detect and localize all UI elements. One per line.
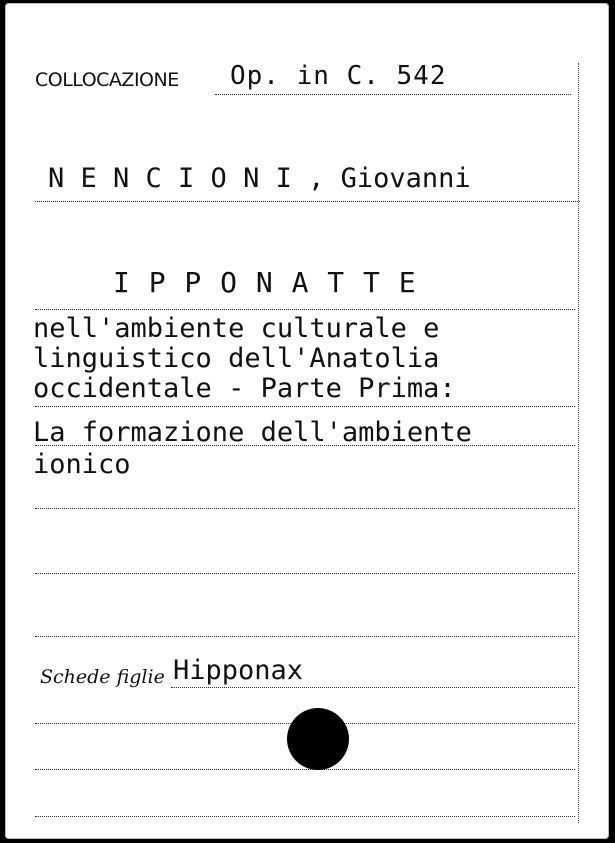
title-rule-0 — [35, 309, 575, 310]
title-line-3: occidentale - Parte Prima: — [33, 373, 456, 404]
blank-rule-5 — [35, 769, 575, 770]
blank-rule-1 — [35, 508, 575, 509]
catalog-card — [5, 3, 609, 839]
title-line-4: La formazione dell'ambiente — [33, 417, 472, 448]
schede-value: Hipponax — [173, 655, 304, 686]
title-rule-2 — [35, 445, 575, 446]
title-rule-1 — [35, 406, 575, 407]
schede-label: Schede figlie — [40, 666, 165, 688]
title-line-2: linguistico dell'Anatolia — [33, 343, 440, 374]
punch-hole — [287, 708, 349, 770]
author-name: N E N C I O N I , Giovanni — [48, 163, 471, 194]
blank-rule-3 — [35, 636, 575, 637]
collocazione-rule — [215, 94, 571, 95]
collocazione-value: Op. in C. 542 — [230, 61, 447, 91]
title-line-1: nell'ambiente culturale e — [33, 313, 440, 344]
title-line-5: ionico — [33, 449, 131, 480]
blank-rule-2 — [35, 573, 575, 574]
author-rule — [35, 201, 580, 202]
blank-rule-6 — [35, 816, 575, 817]
right-margin-rule — [578, 63, 579, 823]
schede-rule — [171, 687, 575, 688]
title-heading: I P P O N A T T E — [113, 266, 417, 299]
collocazione-label: COLLOCAZIONE — [35, 69, 179, 91]
